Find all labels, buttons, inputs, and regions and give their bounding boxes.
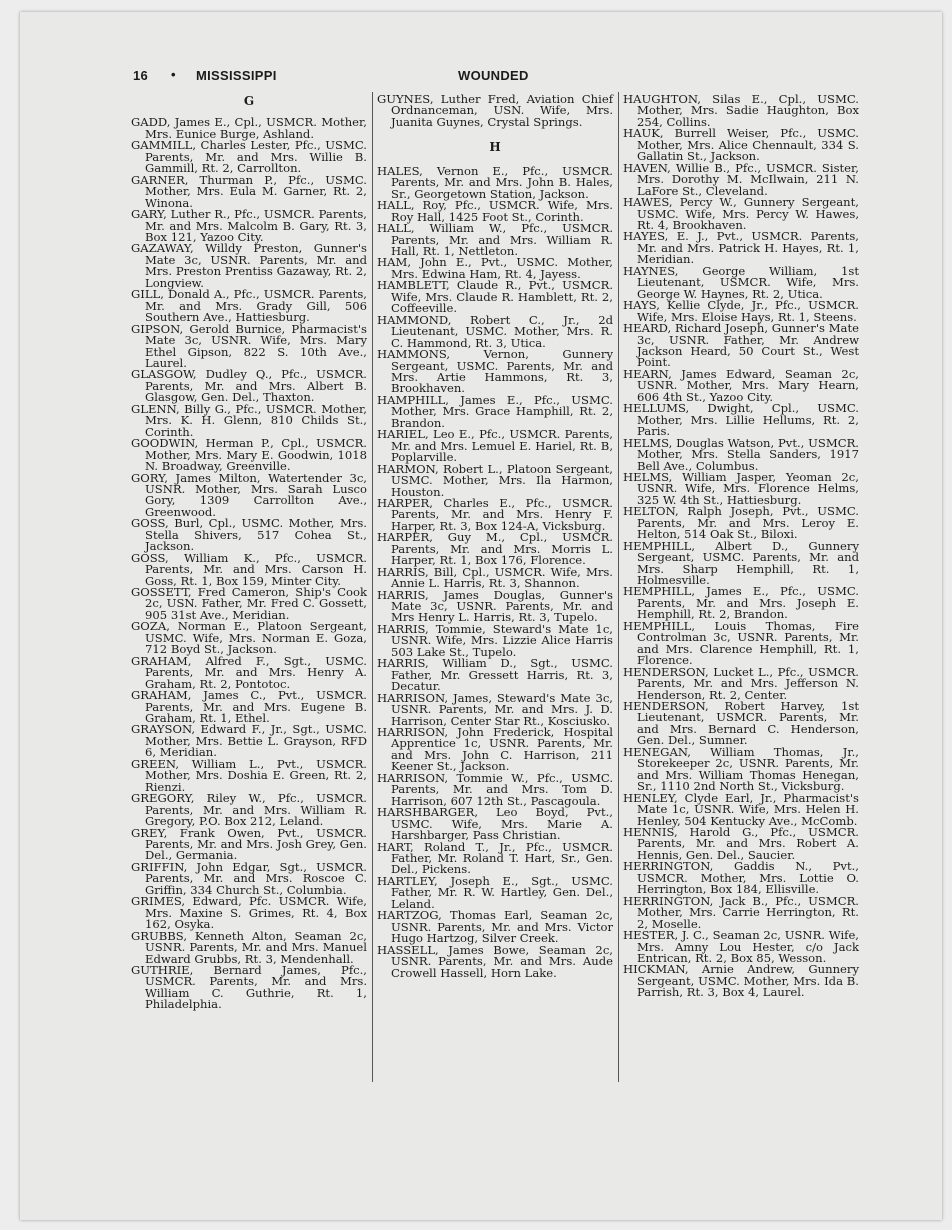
- casualty-entry: HARRIS, Bill, Cpl., USMCR. Wife, Mrs. Annie L. Harris, Rt. 3, Shannon.: [377, 564, 613, 591]
- casualty-entry: GLENN, Billy G., Pfc., USMCR. Mother, Mrs. K. H. Glenn, 810 Childs St., Corinth.: [131, 401, 367, 439]
- page-header: [133, 68, 863, 86]
- casualty-entry: HICKMAN, Arnie Andrew, Gunnery Sergeant, USMC. Mother, Mrs. Ida B. Parrish, Rt. 3, Box 4, Laurel.: [623, 962, 859, 1000]
- casualty-entry: HARRIS, William D., Sgt., USMC. Father, Mr. Gressett Harris, Rt. 3, Decatur.: [377, 656, 613, 694]
- casualty-entry: HASSELL, James Bowe, Seaman 2c, USNR. Parents, Mr. and Mrs. Aude Crowell Hassell, Horn Lake.: [377, 942, 613, 980]
- casualty-entry: GADD, James E., Cpl., USMCR. Mother, Mrs. Eunice Burge, Ashland.: [131, 115, 367, 141]
- casualty-entry: HENLEY, Clyde Earl, Jr., Pharmacist's Mate 1c, USNR. Wife, Mrs. Helen H. Henley, 504 Kentucky Ave., McComb.: [623, 790, 859, 828]
- casualty-entry: GORY, James Milton, Watertender 3c, USNR. Mother, Mrs. Sarah Lusco Gory, 1309 Carrollton Ave., Greenwood.: [131, 470, 367, 519]
- casualty-entry: HELLUMS, Dwight, Cpl., USMC. Mother, Mrs. Lillie Hellums, Rt. 2, Paris.: [623, 401, 859, 439]
- casualty-entry: HARRIS, James Douglas, Gunner's Mate 3c, USNR. Parents, Mr. and Mrs Henry L. Harris, Rt. 3, Tupelo.: [377, 587, 613, 625]
- column-1: [131, 94, 367, 1011]
- casualty-entry: HAMPHILL, James E., Pfc., USMC. Mother, Mrs. Grace Hamphill, Rt. 2, Brandon.: [377, 392, 613, 430]
- casualty-entry: HAUGHTON, Silas E., Cpl., USMC. Mother, Mrs. Sadie Haughton, Box 254, Collins.: [623, 92, 859, 129]
- casualty-entry: HAYS, Kellie Clyde, Jr., Pfc., USMCR. Wife, Mrs. Eloise Hays, Rt. 1, Steens.: [623, 298, 859, 324]
- casualty-entry: HARRISON, Tommie W., Pfc., USMC. Parents, Mr. and Mrs. Tom D. Harrison, 607 12th St., Pascagoula.: [377, 770, 613, 808]
- casualty-entry: GUYNES, Luther Fred, Aviation Chief Ordnanceman, USN. Wife, Mrs. Juanita Guynes, Crystal Springs.: [377, 92, 613, 129]
- casualty-entry: GOSSETT, Fred Cameron, Ship's Cook 2c, USN. Father, Mr. Fred C. Gossett, 905 31st Ave., Meridian.: [131, 585, 367, 622]
- casualty-entry: HENNIS, Harold G., Pfc., USMCR. Parents, Mr. and Mrs. Robert A. Hennis, Gen. Del., Saucier.: [623, 825, 859, 862]
- casualty-entry: HEARN, James Edward, Seaman 2c, USNR. Mother, Mrs. Mary Hearn, 606 4th St., Yazoo City.: [623, 366, 859, 404]
- column-2: [377, 94, 613, 979]
- casualty-entry: HARRISON, John Frederick, Hospital Apprentice 1c, USNR. Parents, Mr. and Mrs. John C. Harrison, 211 Keener St., Jackson.: [377, 725, 613, 774]
- column-divider: [618, 92, 619, 1082]
- casualty-entry: HARRISON, James, Steward's Mate 3c, USNR. Parents, Mr. and Mrs. J. D. Harrison, Center Star Rt., Kosciusko.: [377, 690, 613, 728]
- casualty-entry: GAMMILL, Charles Lester, Pfc., USMC. Parents, Mr. and Mrs. Willie B. Gammill, Rt. 2, Carrollton.: [131, 138, 367, 176]
- casualty-entry: HERRINGTON, Gaddis N., Pvt., USMCR. Mother, Mrs. Lottie O. Herrington, Box 184, Ellisville.: [623, 859, 859, 897]
- casualty-entry: HELTON, Ralph Joseph, Pvt., USMC. Parents, Mr. and Mrs. Leroy E. Helton, 514 Oak St., Biloxi.: [623, 504, 859, 542]
- casualty-entry: HAYNES, George William, 1st Lieutenant, USMCR. Wife, Mrs. George W. Haynes, Rt. 2, Utica.: [623, 263, 859, 301]
- casualty-entry: GARNER, Thurman P., Pfc., USMC. Mother, Mrs. Eula M. Garner, Rt. 2, Winona.: [131, 172, 367, 210]
- casualty-entry: HARMON, Robert L., Platoon Sergeant, USMC. Mother, Mrs. Ila Harmon, Houston.: [377, 461, 613, 499]
- casualty-entry: GOZA, Norman E., Platoon Sergeant, USMC. Wife, Mrs. Norman E. Goza, 712 Boyd St., Jackson.: [131, 619, 367, 657]
- section-letter-h: H: [489, 140, 501, 155]
- casualty-entry: HEMPHILL, Albert D., Gunnery Sergeant, USMC. Parents, Mr. and Mrs. Sharp Hemphill, Rt. 1, Holmesville.: [623, 538, 859, 588]
- casualty-entry: GOSS, William K., Pfc., USMCR. Parents, Mr. and Mrs. Carson H. Goss, Rt. 1, Box 159, Minter City.: [131, 550, 367, 588]
- casualty-entry: HAVEN, Willie B., Pfc., USMCR. Sister, Mrs. Dorothy M. McIlwain, 211 N. LaFore St., Cleveland.: [623, 160, 859, 198]
- casualty-entry: HAMBLETT, Claude R., Pvt., USMCR. Wife, Mrs. Claude R. Hamblett, Rt. 2, Coffeeville.: [377, 278, 613, 316]
- casualty-entry: HEMPHILL, James E., Pfc., USMC. Parents, Mr. and Mrs. Joseph E. Hemphill, Rt. 2, Brandon.: [623, 584, 859, 622]
- section-letter-g: G: [243, 94, 255, 108]
- casualty-entry: HAM, John E., Pvt., USMC. Mother, Mrs. Edwina Ham, Rt. 4, Jayess.: [377, 255, 613, 281]
- casualty-entry: HEARD, Richard Joseph, Gunner's Mate 3c, USNR. Father, Mr. Andrew Jackson Heard, 50 Court St., West Point.: [623, 321, 859, 370]
- casualty-entry: GRAHAM, James C., Pvt., USMCR. Parents, Mr. and Mrs. Eugene B. Graham, Rt. 1, Ethel.: [131, 688, 367, 726]
- casualty-entry: HENDERSON, Lucket L., Pfc., USMCR. Parents, Mr. and Mrs. Jefferson N. Henderson, Rt. 2, Center.: [623, 664, 859, 702]
- casualty-entry: HARPER, Charles E., Pfc., USMCR. Parents, Mr. and Mrs. Henry F. Harper, Rt. 3, Box 124-A, Vicksburg.: [377, 495, 613, 533]
- casualty-entry: GIPSON, Gerold Burnice, Pharmacist's Mate 3c, USNR. Wife, Mrs. Mary Ethel Gipson, 822 S. 10th Ave., Laurel.: [131, 321, 367, 370]
- casualty-entry: HAUK, Burrell Weiser, Pfc., USMC. Mother, Mrs. Alice Chennault, 334 S. Gallatin St., Jackson.: [623, 126, 859, 164]
- casualty-entry: HEMPHILL, Louis Thomas, Fire Controlman 3c, USNR. Parents, Mr. and Mrs. Clarence Hemphill, Rt. 1, Florence.: [623, 618, 859, 668]
- casualty-entry: HAMMONS, Vernon, Gunnery Sergeant, USMC. Parents, Mr. and Mrs. Artie Hammons, Rt. 3, Brookhaven.: [377, 347, 613, 396]
- state-name: MISSISSIPPI: [196, 68, 277, 83]
- casualty-entry: GRUBBS, Kenneth Alton, Seaman 2c, USNR. Parents, Mr. and Mrs. Manuel Edward Grubbs, Rt. 3, Mendenhall.: [131, 928, 367, 966]
- casualty-entry: HALL, William W., Pfc., USMCR. Parents, Mr. and Mrs. William R. Hall, Rt. 1, Nettleton.: [377, 221, 613, 258]
- casualty-entry: HAMMOND, Robert C., Jr., 2d Lieutenant, USMC. Mother, Mrs. R. C. Hammond, Rt. 3, Utica.: [377, 312, 613, 350]
- casualty-entry: GOSS, Burl, Cpl., USMC. Mother, Mrs. Stella Shivers, 517 Cohea St., Jackson.: [131, 516, 367, 554]
- casualty-entry: HARPER, Guy M., Cpl., USMCR. Parents, Mr. and Mrs. Morris L. Harper, Rt. 1, Box 176, Florence.: [377, 530, 613, 568]
- casualty-entry: GRIMES, Edward, Pfc. USMCR. Wife, Mrs. Maxine S. Grimes, Rt. 4, Box 162, Osyka.: [131, 894, 367, 932]
- casualty-entry: HARTLEY, Joseph E., Sgt., USMC. Father, Mr. R. W. Hartley, Gen. Del., Leland.: [377, 873, 613, 911]
- casualty-entry: GREGORY, Riley W., Pfc., USMCR. Parents, Mr. and Mrs. William R. Gregory, P.O. Box 212, Leland.: [131, 791, 367, 829]
- casualty-entry: GRAHAM, Alfred F., Sgt., USMC. Parents, Mr. and Mrs. Henry A. Graham, Rt. 2, Pontotoc.: [131, 653, 367, 691]
- section-title: WOUNDED: [458, 68, 529, 83]
- casualty-entry: HELMS, Douglas Watson, Pvt., USMCR. Mother, Mrs. Stella Sanders, 1917 Bell Ave., Columbus.: [623, 435, 859, 473]
- casualty-entry: GREY, Frank Owen, Pvt., USMCR. Parents, Mr. and Mrs. Josh Grey, Gen. Del., Germania.: [131, 825, 367, 863]
- casualty-entry: HARSHBARGER, Leo Boyd, Pvt., USMC. Wife, Mrs. Marie A. Harshbarger, Pass Christian.: [377, 805, 613, 843]
- column-3: [623, 94, 859, 999]
- column-divider: [372, 92, 373, 1082]
- casualty-entry: HAYES, E. J., Pvt., USMCR. Parents, Mr. and Mrs. Patrick H. Hayes, Rt. 1, Meridian.: [623, 229, 859, 267]
- casualty-entry: GREEN, William L., Pvt., USMCR. Mother, Mrs. Doshia E. Green, Rt. 2, Rienzi.: [131, 756, 367, 794]
- casualty-entry: HAWES, Percy W., Gunnery Sergeant, USMC. Wife, Mrs. Percy W. Hawes, Rt. 4, Brookhaven.: [623, 195, 859, 232]
- casualty-entry: HALES, Vernon E., Pfc., USMCR. Parents, Mr. and Mrs. John B. Hales, Sr., Georgetown Station, Jackson.: [377, 163, 613, 201]
- page-number: 16: [133, 68, 149, 83]
- casualty-entry: HARRIS, Tommie, Steward's Mate 1c, USNR. Wife, Mrs. Lizzie Alice Harris 503 Lake St., Tupelo.: [377, 621, 613, 659]
- casualty-entry: GILL, Donald A., Pfc., USMCR. Parents, Mr. and Mrs. Grady Gill, 506 Southern Ave., Hattiesburg.: [131, 287, 367, 325]
- casualty-entry: HENEGAN, William Thomas, Jr., Storekeeper 2c, USNR. Parents, Mr. and Mrs. William Thomas Henegan, Sr., 1110 2nd North St., Vicksburg.: [623, 744, 859, 794]
- casualty-entry: HELMS, William Jasper, Yeoman 2c, USNR. Wife, Mrs. Florence Helms, 325 W. 4th St., Hattiesburg.: [623, 469, 859, 507]
- header-bullet: •: [171, 67, 176, 82]
- casualty-entry: GUTHRIE, Bernard James, Pfc., USMCR. Parents, Mr. and Mrs. William C. Guthrie, Rt. 1, Philadelphia.: [131, 962, 367, 1012]
- casualty-entry: GRIFFIN, John Edgar, Sgt., USMCR. Parents, Mr. and Mrs. Roscoe C. Griffin, 334 Church St., Columbia.: [131, 859, 367, 897]
- casualty-entry: GARY, Luther R., Pfc., USMCR. Parents, Mr. and Mrs. Malcolm B. Gary, Rt. 3, Box 121, Yazoo City.: [131, 207, 367, 244]
- casualty-entry: HARTZOG, Thomas Earl, Seaman 2c, USNR. Parents, Mr. and Mrs. Victor Hugo Hartzog, Silver Creek.: [377, 908, 613, 946]
- casualty-entry: HENDERSON, Robert Harvey, 1st Lieutenant, USMCR. Parents, Mr. and Mrs. Bernard C. Henderson, Gen. Del., Sumner.: [623, 699, 859, 748]
- casualty-entry: GRAYSON, Edward F., Jr., Sgt., USMC. Mother, Mrs. Bettie L. Grayson, RFD 6, Meridian.: [131, 722, 367, 760]
- casualty-entry: HART, Roland T., Jr., Pfc., USMCR. Father, Mr. Roland T. Hart, Sr., Gen. Del., Pickens.: [377, 839, 613, 877]
- casualty-entry: HESTER, J. C., Seaman 2c, USNR. Wife, Mrs. Amny Lou Hester, c/o Jack Entrican, Rt. 2, Box 85, Wesson.: [623, 928, 859, 965]
- casualty-entry: GLASGOW, Dudley Q., Pfc., USMCR. Parents, Mr. and Mrs. Albert B. Glasgow, Gen. Del., Thaxton.: [131, 367, 367, 405]
- casualty-entry: GOODWIN, Herman P., Cpl., USMCR. Mother, Mrs. Mary E. Goodwin, 1018 N. Broadway, Greenville.: [131, 436, 367, 474]
- casualty-entry: HERRINGTON, Jack B., Pfc., USMCR. Mother, Mrs. Carrie Herrington, Rt. 2, Moselle.: [623, 893, 859, 931]
- casualty-entry: GAZAWAY, Willdy Preston, Gunner's Mate 3c, USNR. Parents, Mr. and Mrs. Preston Prentiss Gazaway, Rt. 2, Longview.: [131, 241, 367, 290]
- casualty-entry: HARIEL, Leo E., Pfc., USMCR. Parents, Mr. and Mrs. Lemuel E. Hariel, Rt. B, Poplarville.: [377, 427, 613, 465]
- casualty-entry: HALL, Roy, Pfc., USMCR. Wife, Mrs. Roy Hall, 1425 Foot St., Corinth.: [377, 198, 613, 224]
